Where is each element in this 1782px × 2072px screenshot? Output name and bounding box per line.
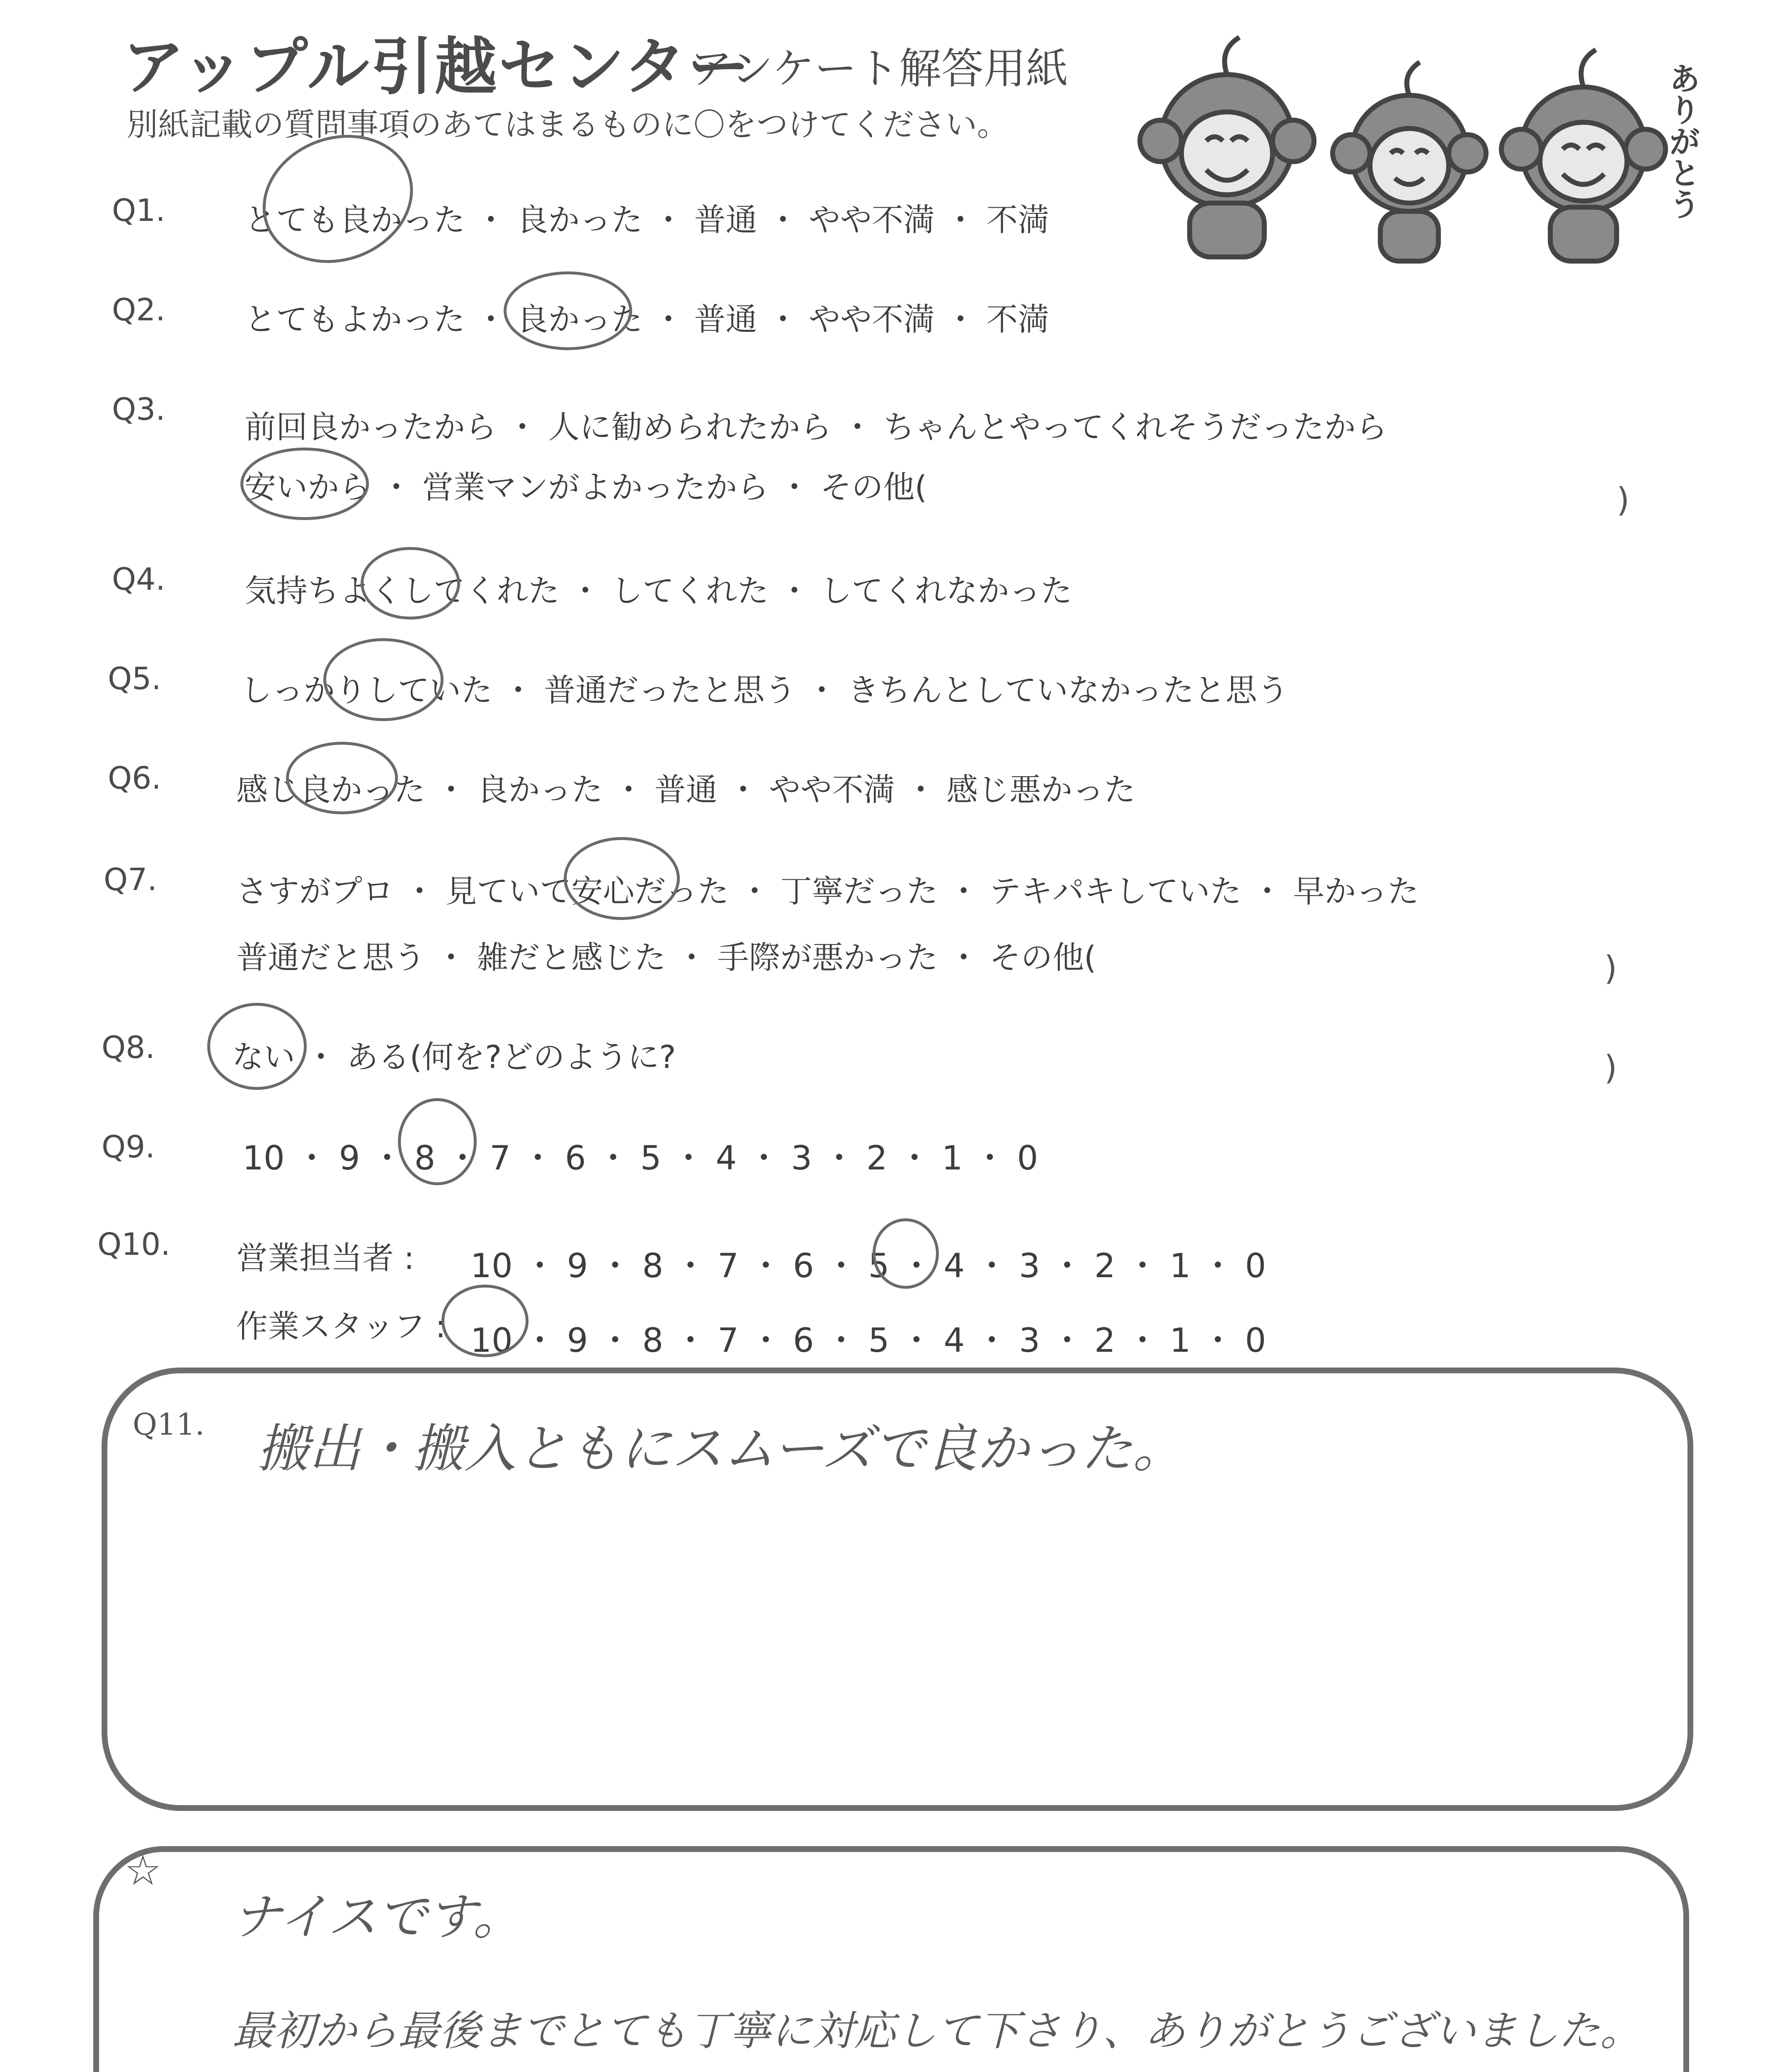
mascot-caption: ありがとう: [1664, 62, 1701, 220]
q4-options: 気持ちよくしてくれた ・ してくれた ・ してくれなかった: [245, 572, 1072, 609]
monkey-middle-icon: [1333, 62, 1486, 261]
q2-options: とてもよかった ・ 良かった ・ 普通 ・ やや不満 ・ 不満: [245, 301, 1050, 338]
q3-close-paren: ): [1617, 481, 1630, 519]
q4-answer-circle: [361, 547, 460, 620]
monkey-left-icon: [1140, 37, 1314, 257]
q1-options: とても良かった ・ 良かった ・ 普通 ・ やや不満 ・ 不満: [245, 201, 1050, 238]
q1-number: Q1.: [112, 193, 165, 228]
q4-number: Q4.: [112, 562, 165, 597]
q2-number: Q2.: [112, 292, 165, 328]
q3-options-line1: 前回良かったから ・ 人に勧められたから ・ ちゃんとやってくれそうだったから: [245, 409, 1387, 445]
q9-scale: 10 ・ 9 ・ 8 ・ 7 ・ 6 ・ 5 ・ 4 ・ 3 ・ 2 ・ 1 ・ 0: [242, 1139, 1038, 1177]
star-comment-line1: ナイスです。: [232, 1888, 523, 1946]
q10-sales-scale: 10 ・ 9 ・ 8 ・ 7 ・ 6 ・ 5 ・ 4 ・ 3 ・ 2 ・ 1 ・ 0: [470, 1247, 1266, 1285]
q5-options: しっかりしていた ・ 普通だったと思う ・ きちんとしていなかったと思う: [240, 672, 1289, 709]
q3-number: Q3.: [112, 392, 165, 427]
q2-answer-circle: [504, 271, 632, 350]
star-comment-line2: 最初から最後までとても丁寧に対応して下さり、ありがとうございました。: [232, 2007, 1641, 2055]
instruction-text: 別紙記載の質問事項のあてはまるものに〇をつけてください。: [126, 106, 1009, 143]
q7-answer-circle: [564, 837, 680, 920]
q7-options-line2: 普通だと思う ・ 雑だと感じた ・ 手際が悪かった ・ その他(: [236, 939, 1096, 976]
q9-answer-circle: [398, 1098, 477, 1185]
form-subtitle: アンケート解答用紙: [690, 44, 1068, 94]
q5-answer-circle: [323, 638, 444, 721]
q10-sales-answer-circle: [873, 1218, 939, 1289]
q11-label: Q11.: [133, 1407, 205, 1442]
q10-staff-scale: 10 ・ 9 ・ 8 ・ 7 ・ 6 ・ 5 ・ 4 ・ 3 ・ 2 ・ 1 ・ 0: [470, 1321, 1266, 1360]
q8-options: ない ・ ある(何を?どのように?: [232, 1038, 676, 1075]
q10-staff-label: 作業スタッフ :: [236, 1308, 446, 1345]
brand-title: アップル引越センター: [122, 31, 752, 103]
q10-sales-label: 営業担当者 :: [236, 1239, 415, 1276]
q10-staff-answer-circle: [441, 1285, 529, 1357]
q6-options: 感じ良かった ・ 良かった ・ 普通 ・ やや不満 ・ 感じ悪かった: [236, 771, 1136, 808]
q6-answer-circle: [286, 742, 398, 814]
q9-number: Q9.: [102, 1129, 155, 1165]
monkey-right-icon: [1501, 50, 1666, 261]
q5-number: Q5.: [108, 661, 161, 697]
q3-options-line2: 安いから ・ 営業マンがよかったから ・ その他(: [245, 469, 927, 506]
q3-answer-circle: [240, 448, 369, 520]
star-icon: ☆: [124, 1846, 162, 1895]
q11-handwritten-answer: 搬出・搬入ともにスムーズで良かった。: [257, 1419, 1185, 1479]
q6-number: Q6.: [108, 760, 161, 796]
q7-options-line1: さすがプロ ・ 見ていて安心だった ・ 丁寧だった ・ テキパキしていた ・ 早かった: [236, 873, 1419, 910]
q8-close-paren: ): [1604, 1048, 1617, 1087]
q10-number: Q10.: [97, 1227, 170, 1262]
q8-answer-circle: [207, 1003, 307, 1090]
q8-number: Q8.: [102, 1030, 155, 1065]
mascot-monkeys-illustration: [1119, 25, 1700, 274]
q7-number: Q7.: [104, 862, 157, 898]
q7-close-paren: ): [1604, 949, 1617, 988]
